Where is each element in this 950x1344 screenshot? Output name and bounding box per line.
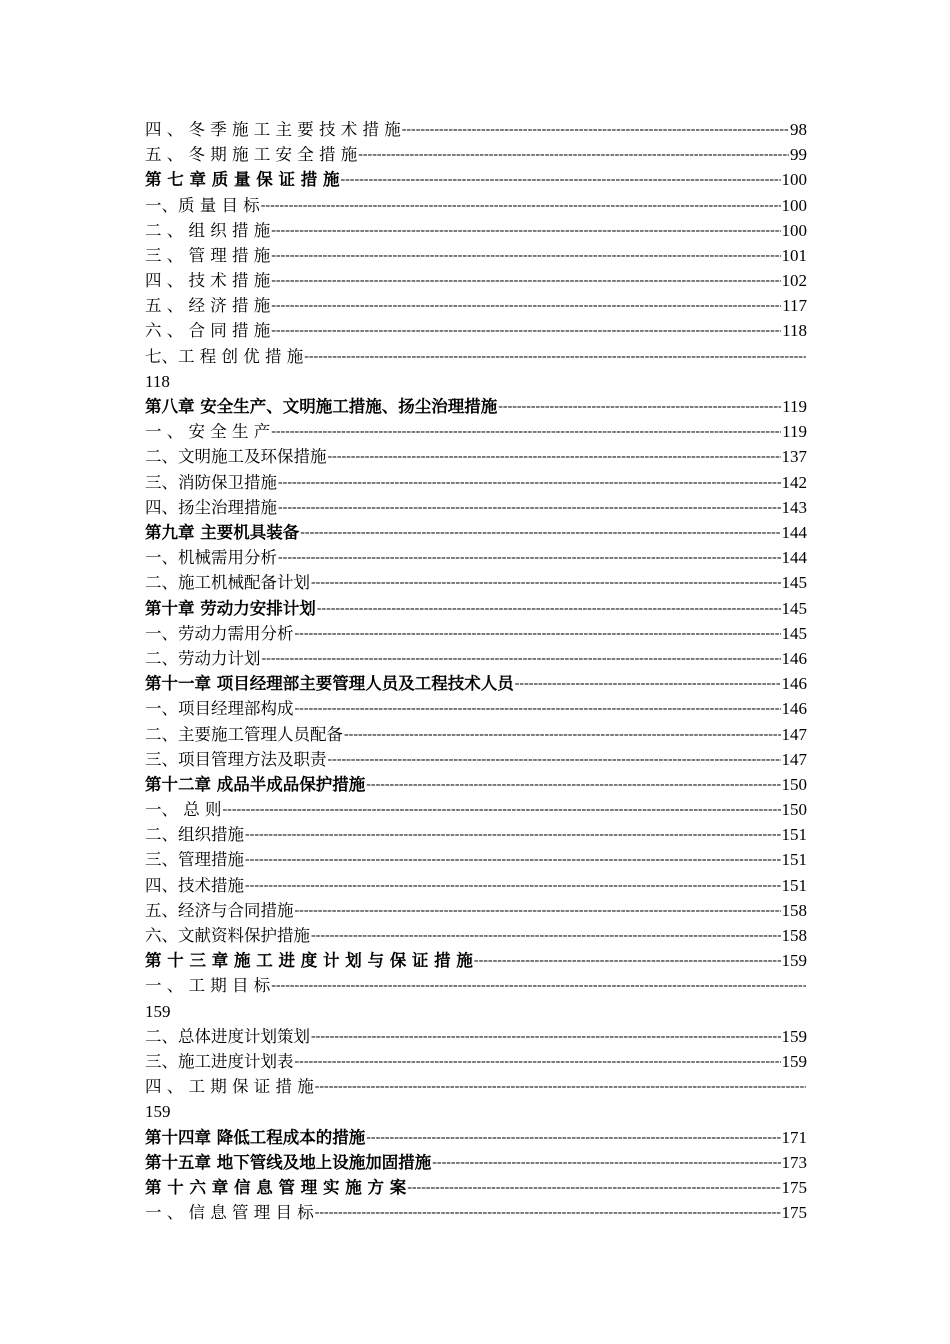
toc-page-number: 145 xyxy=(781,573,807,593)
toc-entry-title: 五 、 经 济 措 施 xyxy=(145,296,271,316)
toc-dot-leader xyxy=(407,1175,780,1200)
toc-chapter-entry[interactable] xyxy=(145,167,807,192)
toc-entry-line xyxy=(145,1074,807,1099)
toc-entry-title: 一 、 信 息 管 理 目 标 xyxy=(145,1203,314,1223)
toc-section-entry[interactable] xyxy=(145,1024,807,1049)
toc-section-entry[interactable] xyxy=(145,923,807,948)
toc-page-number: 171 xyxy=(781,1127,807,1147)
toc-entry-title: 四、技术措施 xyxy=(145,875,244,895)
toc-entry-title: 三、消防保卫措施 xyxy=(145,472,277,492)
toc-section-entry[interactable] xyxy=(145,444,807,469)
toc-entry-title: 二、施工机械配备计划 xyxy=(145,573,310,593)
toc-entry-title: 第 十 六 章 信 息 管 理 实 施 方 案 xyxy=(145,1177,407,1197)
toc-dot-leader xyxy=(432,1150,780,1175)
toc-page-number: 158 xyxy=(781,900,807,920)
toc-dot-leader xyxy=(515,671,781,696)
toc-entry-title: 一、 总 则 xyxy=(145,800,222,820)
toc-entry-title: 二、总体进度计划策划 xyxy=(145,1026,310,1046)
toc-dot-leader xyxy=(271,243,780,268)
toc-section-entry[interactable] xyxy=(145,898,807,923)
toc-entry-title: 五 、 冬 期 施 工 安 全 措 施 xyxy=(145,145,358,165)
toc-chapter-entry[interactable] xyxy=(145,394,807,419)
toc-page-number: 119 xyxy=(782,397,807,417)
toc-section-entry[interactable] xyxy=(145,621,807,646)
toc-entry-title: 二、组织措施 xyxy=(145,825,244,845)
toc-page-number: 117 xyxy=(782,296,807,316)
toc-entry-line xyxy=(145,973,807,998)
toc-dot-leader xyxy=(402,117,789,142)
toc-dot-leader xyxy=(328,747,781,772)
toc-dot-leader xyxy=(262,646,781,671)
toc-page-number: 159 xyxy=(781,1051,807,1071)
toc-page-number: 118 xyxy=(145,371,170,391)
toc-entry-title: 五、经济与合同措施 xyxy=(145,900,294,920)
toc-page-number: 173 xyxy=(781,1152,807,1172)
toc-section-entry[interactable] xyxy=(145,495,807,520)
toc-section-entry[interactable] xyxy=(145,797,807,822)
toc-page-number: 144 xyxy=(781,548,807,568)
toc-section-entry[interactable] xyxy=(145,973,807,1023)
toc-section-entry[interactable] xyxy=(145,545,807,570)
toc-entry-title: 四 、 冬 季 施 工 主 要 技 术 措 施 xyxy=(145,119,401,139)
toc-entry-title: 第十一章 项目经理部主要管理人员及工程技术人员 xyxy=(145,674,514,694)
toc-entry-title: 六 、 合 同 措 施 xyxy=(145,321,271,341)
toc-entry-title: 第十二章 成品半成品保护措施 xyxy=(145,774,366,794)
toc-entry-title: 七、工 程 创 优 措 施 xyxy=(145,346,304,366)
toc-section-entry[interactable] xyxy=(145,470,807,495)
toc-chapter-entry[interactable] xyxy=(145,1125,807,1150)
toc-entry-title: 三、施工进度计划表 xyxy=(145,1051,294,1071)
toc-page-number: 145 xyxy=(781,623,807,643)
toc-section-entry[interactable] xyxy=(145,142,807,167)
toc-chapter-entry[interactable] xyxy=(145,671,807,696)
toc-entry-title: 二、劳动力计划 xyxy=(145,648,261,668)
toc-dot-leader xyxy=(261,193,781,218)
toc-entry-title: 第八章 安全生产、文明施工措施、扬尘治理措施 xyxy=(145,397,498,417)
toc-entry-title: 二、主要施工管理人员配备 xyxy=(145,724,343,744)
toc-page-number: 144 xyxy=(781,523,807,542)
toc-section-entry[interactable] xyxy=(145,319,807,344)
toc-section-entry[interactable] xyxy=(145,419,807,444)
toc-entry-title: 三 、 管 理 措 施 xyxy=(145,245,271,265)
toc-section-entry[interactable] xyxy=(145,847,807,872)
toc-dot-leader xyxy=(245,847,781,872)
toc-page-number: 100 xyxy=(781,170,807,190)
toc-page-number: 146 xyxy=(781,648,807,668)
toc-dot-leader xyxy=(304,344,806,369)
toc-dot-leader xyxy=(474,948,781,973)
toc-dot-leader xyxy=(366,1125,780,1150)
toc-page-number: 142 xyxy=(781,472,807,492)
toc-dot-leader xyxy=(271,293,781,318)
toc-page-number: 147 xyxy=(781,749,807,769)
toc-page-number: 145 xyxy=(781,598,807,618)
toc-entry-title: 六、文献资料保护措施 xyxy=(145,926,310,945)
toc-dot-leader xyxy=(344,722,781,747)
toc-chapter-entry[interactable] xyxy=(145,772,807,797)
toc-entry-title: 一、劳动力需用分析 xyxy=(145,623,294,643)
toc-page-number: 100 xyxy=(781,195,807,215)
toc-dot-leader xyxy=(295,696,781,721)
toc-dot-leader xyxy=(278,495,781,520)
toc-section-entry[interactable] xyxy=(145,722,807,747)
toc-section-entry[interactable] xyxy=(145,243,807,268)
toc-page-number: 159 xyxy=(145,1001,171,1021)
toc-dot-leader xyxy=(498,394,781,419)
toc-page-number: 146 xyxy=(781,674,807,694)
toc-chapter-entry[interactable] xyxy=(145,948,807,973)
toc-section-entry[interactable] xyxy=(145,873,807,898)
toc-page-number: 150 xyxy=(781,774,807,794)
toc-dot-leader xyxy=(366,772,780,797)
toc-page-number: 146 xyxy=(781,699,807,719)
toc-entry-title: 三、管理措施 xyxy=(145,850,244,870)
toc-entry-title: 第九章 主要机具装备 xyxy=(145,523,300,542)
toc-dot-leader xyxy=(311,570,781,595)
toc-chapter-entry[interactable] xyxy=(145,520,807,545)
toc-dot-leader xyxy=(223,797,781,822)
toc-entry-title: 四 、 工 期 保 证 措 施 xyxy=(145,1077,314,1097)
toc-dot-leader xyxy=(328,444,781,469)
toc-entry-title: 四 、 技 术 措 施 xyxy=(145,271,271,291)
toc-section-entry[interactable] xyxy=(145,117,807,142)
toc-section-entry[interactable] xyxy=(145,218,807,243)
toc-page-number: 175 xyxy=(781,1177,807,1197)
toc-dot-leader xyxy=(295,898,781,923)
toc-entry-title: 第 十 三 章 施 工 进 度 计 划 与 保 证 措 施 xyxy=(145,951,473,971)
toc-section-entry[interactable] xyxy=(145,1074,807,1124)
toc-dot-leader xyxy=(271,319,781,344)
toc-dot-leader xyxy=(245,873,781,898)
toc-page-number: 175 xyxy=(781,1203,807,1223)
toc-page-number: 159 xyxy=(781,1026,807,1046)
toc-page-number: 151 xyxy=(781,850,807,870)
toc-section-entry[interactable] xyxy=(145,193,807,218)
toc-section-entry[interactable] xyxy=(145,570,807,595)
toc-section-entry[interactable] xyxy=(145,822,807,847)
toc-entry-title: 一、质 量 目 标 xyxy=(145,195,260,215)
toc-entry-title: 四、扬尘治理措施 xyxy=(145,497,277,517)
toc-page-number: 118 xyxy=(782,321,807,341)
toc-page-number: 100 xyxy=(781,220,807,240)
toc-page-number: 150 xyxy=(781,800,807,820)
toc-dot-leader xyxy=(245,822,781,847)
toc-entry-title: 三、项目管理方法及职责 xyxy=(145,749,327,769)
toc-page-number: 101 xyxy=(781,245,807,265)
toc-page-number: 99 xyxy=(790,145,807,165)
toc-page-number: 143 xyxy=(781,497,807,517)
toc-dot-leader xyxy=(358,142,789,167)
toc-entry-title: 一 、 安 全 生 产 xyxy=(145,422,271,442)
toc-dot-leader xyxy=(278,545,781,570)
toc-section-entry[interactable] xyxy=(145,293,807,318)
toc-section-entry[interactable] xyxy=(145,268,807,293)
toc-chapter-entry[interactable] xyxy=(145,1175,807,1200)
toc-page-number: 102 xyxy=(781,271,807,291)
toc-dot-leader xyxy=(271,268,780,293)
toc-page-number: 159 xyxy=(145,1102,171,1122)
toc-entry-title: 二、文明施工及环保措施 xyxy=(145,447,327,467)
toc-entry-title: 第 七 章 质 量 保 证 措 施 xyxy=(145,170,340,190)
toc-entry-title: 一、项目经理部构成 xyxy=(145,699,294,719)
table-of-contents xyxy=(145,117,807,1225)
toc-chapter-entry[interactable] xyxy=(145,1150,807,1175)
toc-entry-title: 二 、 组 织 措 施 xyxy=(145,220,271,240)
toc-dot-leader xyxy=(271,973,806,998)
toc-section-entry[interactable] xyxy=(145,344,807,394)
toc-dot-leader xyxy=(315,1200,781,1225)
toc-page-number: 147 xyxy=(781,724,807,744)
toc-entry-title: 第十五章 地下管线及地上设施加固措施 xyxy=(145,1152,432,1172)
toc-chapter-entry[interactable] xyxy=(145,596,807,621)
toc-dot-leader xyxy=(311,1024,781,1049)
toc-dot-leader xyxy=(295,1049,781,1074)
toc-entry-title: 第十四章 降低工程成本的措施 xyxy=(145,1127,366,1147)
toc-section-entry[interactable] xyxy=(145,747,807,772)
toc-dot-leader xyxy=(278,470,781,495)
toc-dot-leader xyxy=(295,621,781,646)
toc-page-number: 151 xyxy=(781,875,807,895)
toc-page-number: 158 xyxy=(781,926,807,945)
toc-dot-leader xyxy=(311,923,781,948)
toc-page-number: 119 xyxy=(782,422,807,442)
toc-dot-leader xyxy=(271,218,780,243)
toc-entry-line xyxy=(145,344,807,369)
toc-page-number: 159 xyxy=(781,951,807,971)
toc-dot-leader xyxy=(340,167,780,192)
toc-section-entry[interactable] xyxy=(145,646,807,671)
toc-section-entry[interactable] xyxy=(145,696,807,721)
toc-entry-title: 第十章 劳动力安排计划 xyxy=(145,598,316,618)
toc-page-number: 151 xyxy=(781,825,807,845)
toc-page-number: 98 xyxy=(790,119,807,139)
toc-section-entry[interactable] xyxy=(145,1200,807,1225)
toc-section-entry[interactable] xyxy=(145,1049,807,1074)
toc-dot-leader xyxy=(271,419,781,444)
toc-page-number: 137 xyxy=(781,447,807,467)
toc-dot-leader xyxy=(315,1074,806,1099)
toc-entry-title: 一、机械需用分析 xyxy=(145,548,277,568)
toc-dot-leader xyxy=(300,520,780,545)
toc-entry-title: 一 、 工 期 目 标 xyxy=(145,976,271,996)
toc-dot-leader xyxy=(317,596,781,621)
